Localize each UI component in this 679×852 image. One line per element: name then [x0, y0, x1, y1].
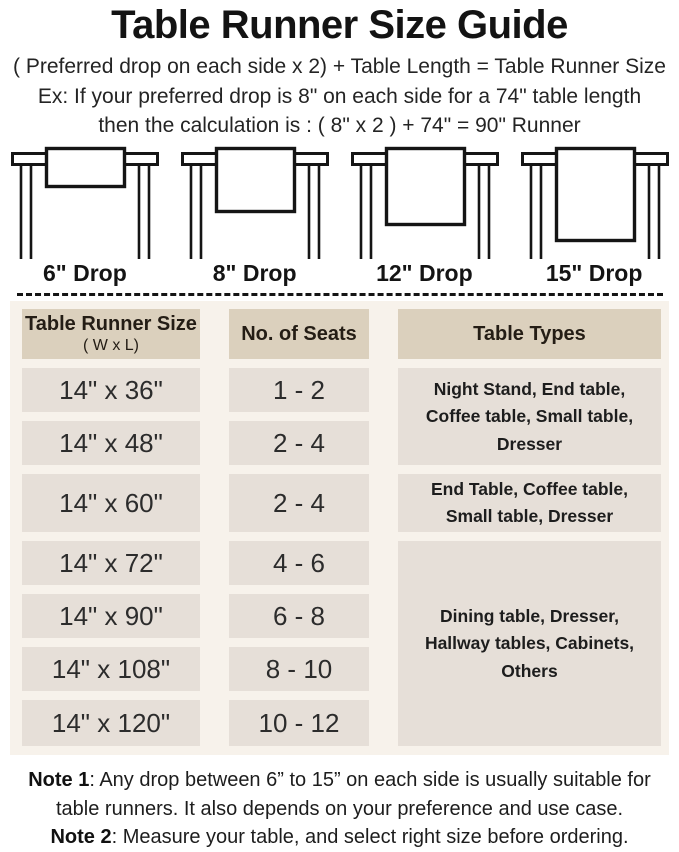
notes-section	[0, 766, 679, 851]
table-figure-8-drop	[170, 146, 340, 259]
header-table-runner-size	[22, 309, 200, 359]
drop-label-8: 8" Drop	[212, 260, 297, 287]
note-2	[8, 823, 672, 851]
size-cell: 14" x 90"	[22, 594, 200, 638]
note-2-text: : Measure your table, and select right size before ordering.	[111, 826, 629, 849]
header-col1-subtitle: ( W x L)	[83, 337, 139, 355]
seats-cell: 10 - 12	[229, 700, 369, 746]
size-cell: 14" x 108"	[22, 647, 200, 691]
seats-cell: 4 - 6	[229, 541, 369, 585]
drop-label-6: 6" Drop	[43, 260, 127, 287]
drop-labels-row	[0, 260, 679, 287]
example-line-1: Ex: If your preferred drop is 8" on each side for a 74" table length	[37, 85, 642, 109]
size-cell: 14" x 48"	[22, 421, 200, 465]
size-cell: 14" x 120"	[22, 700, 200, 746]
seats-cell: 8 - 10	[229, 647, 369, 691]
size-cell: 14" x 72"	[22, 541, 200, 585]
table-runner-15-drop-icon	[510, 146, 679, 259]
seats-cell: 2 - 4	[229, 421, 369, 465]
table-figure-15-drop	[510, 146, 679, 259]
header-table-types	[398, 309, 661, 359]
table-runner-8-drop-icon	[170, 146, 340, 259]
seats-cell: 1 - 2	[229, 368, 369, 412]
page-title: Table Runner Size Guide	[111, 3, 568, 47]
header-col1-title: Table Runner Size	[25, 313, 197, 336]
header-col2-title: No. of Seats	[241, 323, 357, 346]
size-guide-table	[22, 309, 663, 746]
table-runner-12-drop-icon	[340, 146, 510, 259]
header-no-of-seats	[229, 309, 369, 359]
size-guide-panel	[10, 301, 669, 755]
dashed-divider	[17, 293, 663, 296]
note-1-text: : Any drop between 6” to 15” on each side is usually suitable for table runners. It also depends on your preference and use case.	[55, 769, 651, 820]
table-types-group-3: Dining table, Dresser, Hallway tables, Cabinets, Others	[398, 541, 661, 746]
size-cell: 14" x 60"	[22, 474, 200, 532]
seats-cell: 2 - 4	[229, 474, 369, 532]
note-2-label: Note 2	[50, 826, 112, 849]
size-cell: 14" x 36"	[22, 368, 200, 412]
table-types-group-1: Night Stand, End table, Coffee table, Small table, Dresser	[398, 368, 661, 465]
example-line-2: then the calculation is : ( 8" x 2 ) + 74" = 90" Runner	[98, 113, 581, 137]
table-types-group-2: End Table, Coffee table, Small table, Dresser	[398, 474, 661, 532]
drop-illustrations	[0, 146, 679, 259]
seats-cell: 6 - 8	[229, 594, 369, 638]
drop-label-15: 15" Drop	[545, 260, 643, 287]
header-col3-title: Table Types	[473, 323, 586, 346]
drop-label-12: 12" Drop	[376, 260, 473, 287]
formula-text: ( Preferred drop on each side x 2) + Table Length = Table Runner Size	[13, 54, 666, 78]
table-figure-6-drop	[0, 146, 170, 259]
note-1-label: Note 1	[28, 769, 90, 792]
table-figure-12-drop	[340, 146, 510, 259]
note-1	[8, 766, 672, 823]
table-runner-6-drop-icon	[0, 146, 170, 259]
